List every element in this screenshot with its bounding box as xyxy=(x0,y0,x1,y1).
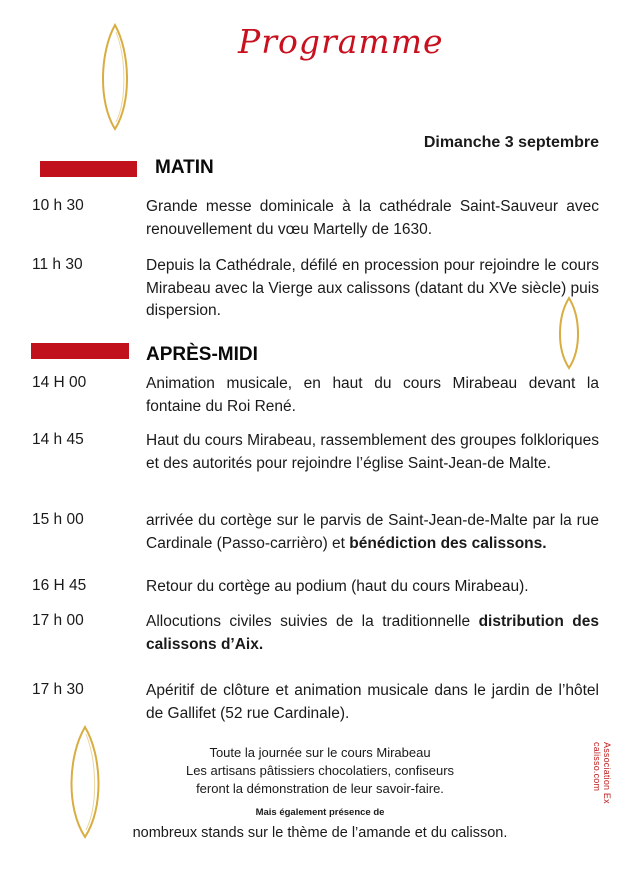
schedule-time: 11 h 30 xyxy=(32,256,83,273)
schedule-description xyxy=(146,611,599,656)
schedule-description xyxy=(146,510,599,555)
section-title-afternoon: APRÈS-MIDI xyxy=(146,344,258,365)
section-marker-afternoon xyxy=(31,343,129,359)
event-date: Dimanche 3 septembre xyxy=(423,134,599,151)
schedule-highlight: bénédiction des calissons. xyxy=(349,534,547,552)
footer-note xyxy=(60,744,580,842)
page-title: Programme xyxy=(238,22,444,61)
credit-text: Association Ex calisso.com xyxy=(592,742,612,804)
section-marker-morning xyxy=(40,161,137,177)
footer-line: Les artisans pâtissiers chocolatiers, confiseurs xyxy=(185,763,455,778)
schedule-description: Depuis la Cathédrale, défilé en procession pour rejoindre le cours Mirabeau avec la Vierge aux calissons (datant du XVe siècle) puis dispersion. xyxy=(146,257,599,319)
schedule-time: 10 h 30 xyxy=(32,197,84,214)
schedule-description: Animation musicale, en haut du cours Mirabeau devant la fontaine du Roi René. xyxy=(146,375,599,415)
footer-line: nombreux stands sur le thème de l’amande et du calisson. xyxy=(132,825,508,841)
schedule-highlight: distribution des calissons d’Aix. xyxy=(146,613,599,653)
schedule-time: 17 h 00 xyxy=(32,612,84,629)
footer-line: Mais également présence de xyxy=(255,807,385,818)
schedule-time: 14 h 45 xyxy=(32,431,84,448)
schedule-description: Retour du cortège au podium (haut du cours Mirabeau). xyxy=(146,578,529,595)
footer-line: Toute la journée sur le cours Mirabeau xyxy=(209,745,431,760)
schedule-text: Allocutions civiles suivies de la traditionnelle xyxy=(146,613,479,630)
schedule-time: 17 h 30 xyxy=(32,681,84,698)
schedule-description: Grande messe dominicale à la cathédrale Saint-Sauveur avec renouvellement du vœu Martelly de 1630. xyxy=(146,198,599,238)
section-title-morning: MATIN xyxy=(155,157,214,178)
leaf-icon xyxy=(90,22,140,132)
footer-line: feront la démonstration de leur savoir-faire. xyxy=(196,781,444,796)
schedule-description: Haut du cours Mirabeau, rassemblement des groupes folkloriques et des autorités pour rejoindre l’église Saint-Jean-de Malte. xyxy=(146,432,599,472)
schedule-time: 16 H 45 xyxy=(32,577,87,594)
schedule-text: arrivée du cortège sur le parvis de Saint-Jean-de-Malte par la rue Cardinale (Passo-carrièro) et xyxy=(146,512,599,552)
schedule-time: 15 h 00 xyxy=(32,511,84,528)
schedule-description: Apéritif de clôture et animation musicale dans le jardin de l’hôtel de Gallifet (52 rue Cardinale). xyxy=(146,682,599,722)
schedule-time: 14 H 00 xyxy=(32,374,87,391)
